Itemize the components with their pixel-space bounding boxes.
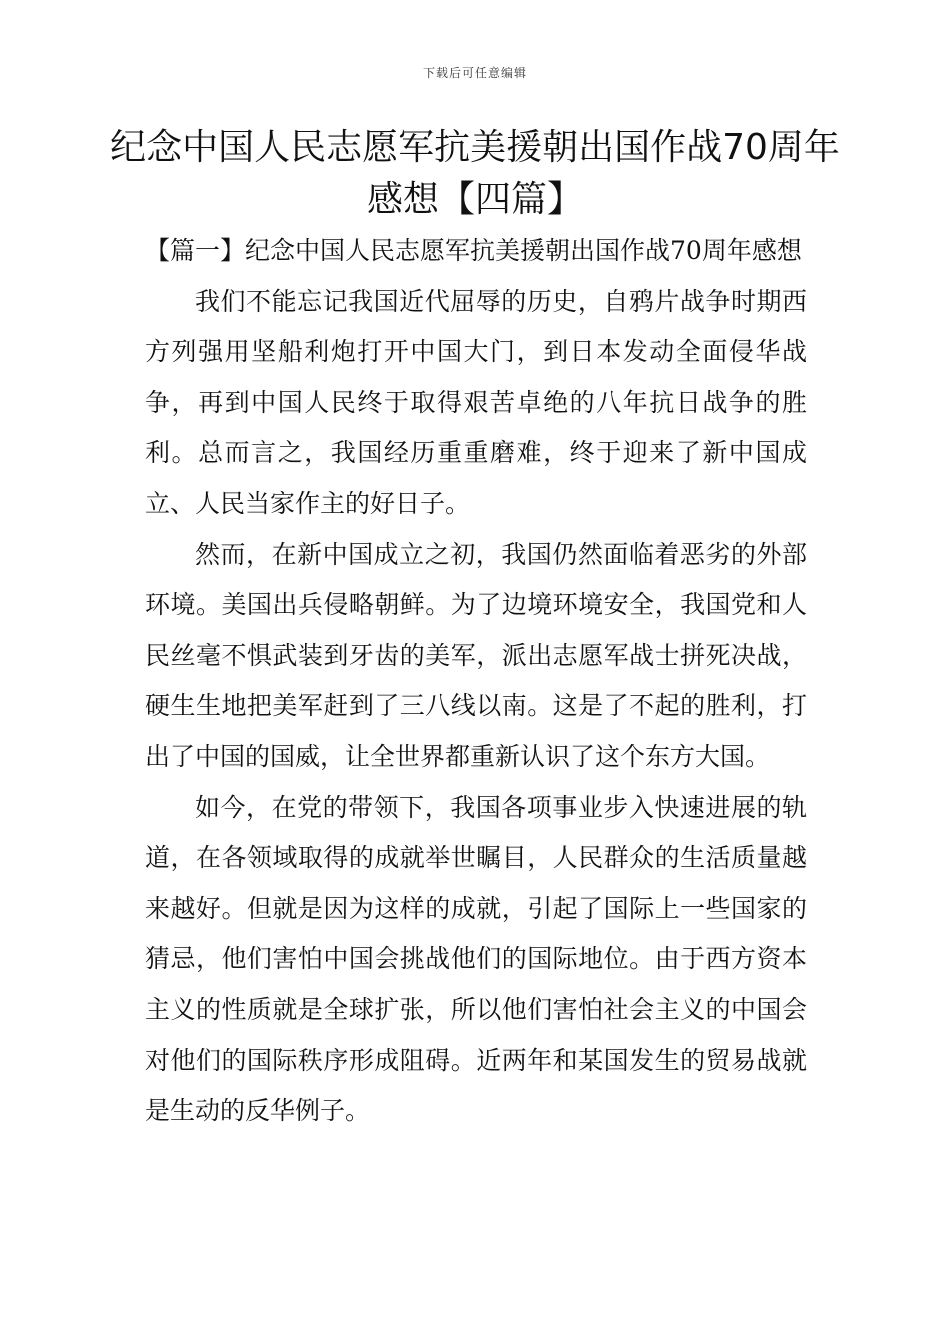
paragraph-1: 我们不能忘记我国近代屈辱的历史，自鸦片战争时期西方列强用坚船利炮打开中国大门，到日本发动全面侵华战争，再到中国人民终于取得艰苦卓绝的八年抗日战争的胜利。总而言之，我国经历重重磨难，终于迎来了新中国成立、人民当家作主的好日子。 (145, 286, 807, 518)
header-note: 下载后可任意编辑 (422, 66, 527, 80)
paragraph-3: 如今，在党的带领下，我国各项事业步入快速进展的轨道，在各领域取得的成就举世瞩目，人民群众的生活质量越来越好。但就是因为这样的成就，引起了国际上一些国家的猜忌，他们害怕中国会挑战他们的国际地位。由于西方资本主义的性质就是全球扩张，所以他们害怕社会主义的中国会对他们的国际秩序形成阻碍。近两年和某国发生的贸易战就是生动的反华例子。 (145, 792, 807, 1126)
paragraph-2: 然而，在新中国成立之初，我国仍然面临着恶劣的外部环境。美国出兵侵略朝鲜。为了边境环境安全，我国党和人民丝毫不惧武装到牙齿的美军，派出志愿军战士拼死决战，硬生生地把美军赶到了三八线以南。这是了不起的胜利，打出了中国的国威，让全世界都重新认识了这个东方大国。 (145, 539, 807, 771)
document-body (145, 226, 807, 1137)
section-heading: 【篇一】纪念中国人民志愿军抗美援朝出国作战70周年感想 (145, 236, 802, 265)
document-title: 纪念中国人民志愿军抗美援朝出国作战70周年感想【四篇】 (110, 127, 840, 220)
